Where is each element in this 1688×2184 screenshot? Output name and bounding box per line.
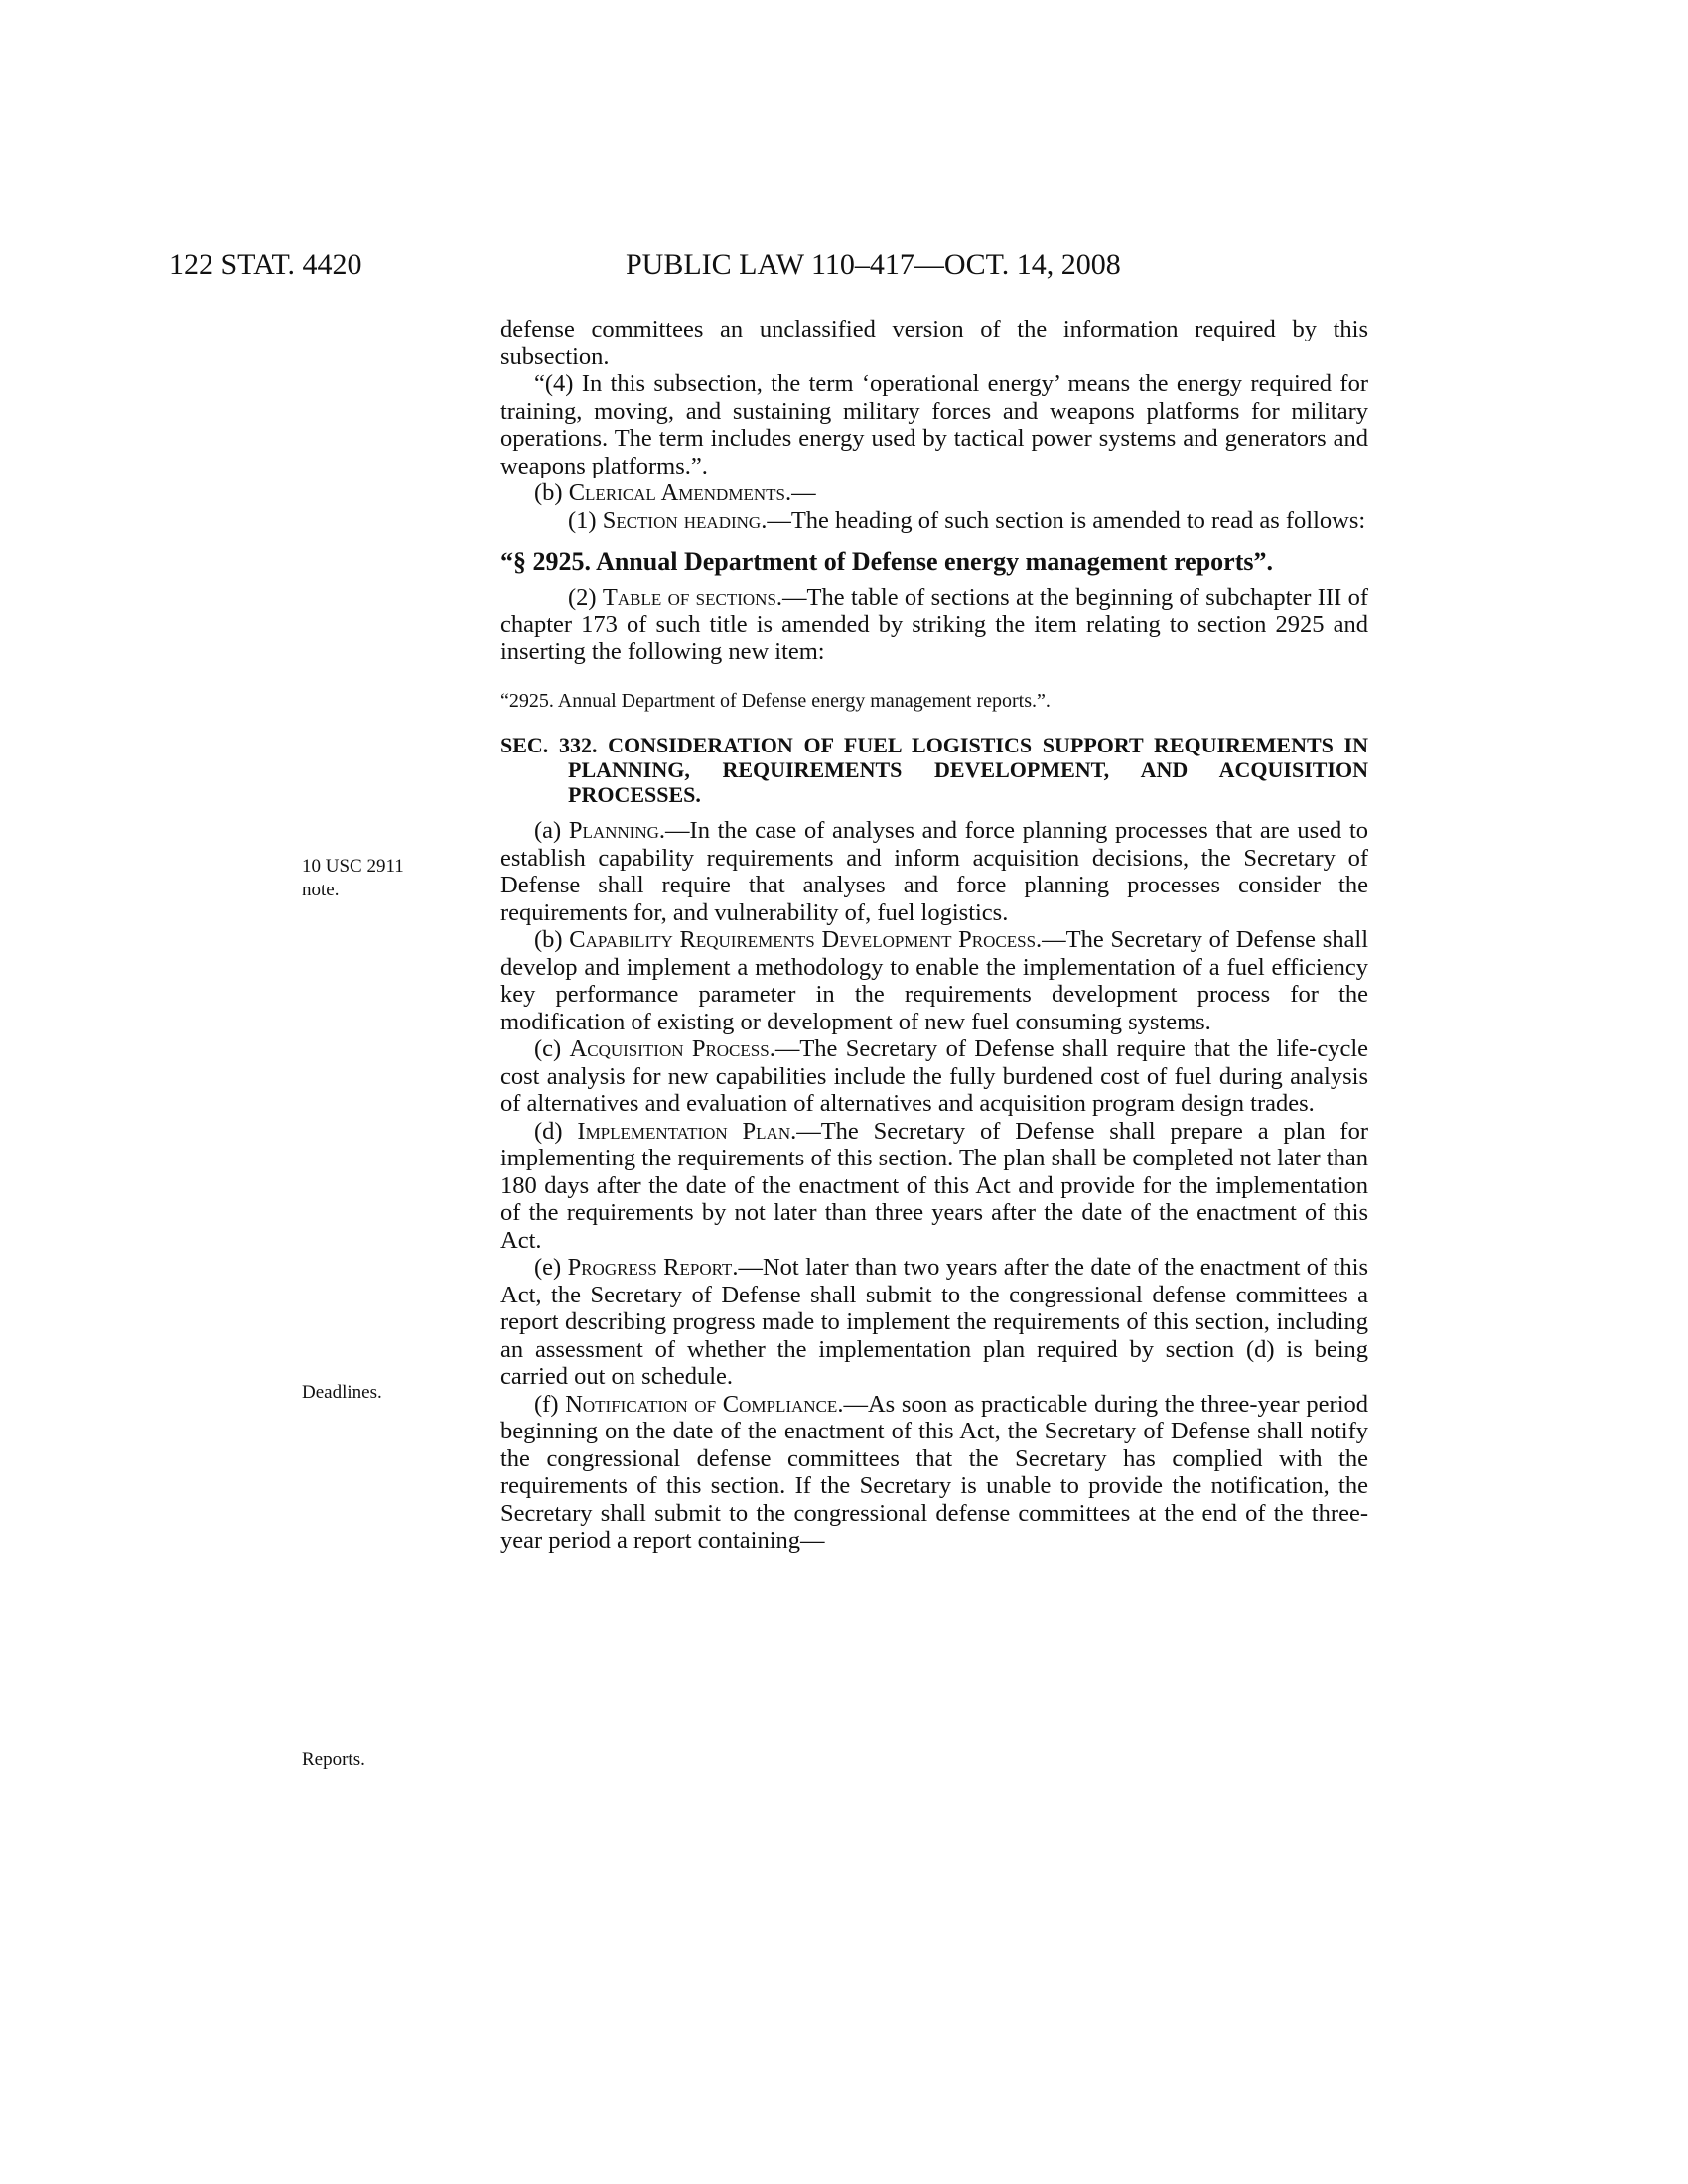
subsection-d-implementation-plan <box>500 1118 1368 1255</box>
text: .—The Secretary of Defense shall require that the life-cycle cost analysis for new capabilities include the fully burdened cost of fuel during analysis of alternatives and evaluation of alternatives and acquisition program design trades. <box>500 1035 1368 1117</box>
label: (e) <box>534 1254 568 1281</box>
caption: Capability Requirements Development Process <box>569 926 1037 953</box>
text: .—The heading of such section is amended to read as follows: <box>761 506 1366 534</box>
section-332-heading: SEC. 332. CONSIDERATION OF FUEL LOGISTICS SUPPORT REQUIREMENTS IN PLANNING, REQUIREMENTS DEVELOPMENT, AND ACQUISITION PROCESSES. <box>500 733 1368 807</box>
text: .—The table of sections at the beginning of subchapter III of chapter 173 of such title is amended by striking the item relating to section 2925 and inserting the following new item: <box>500 584 1368 665</box>
label: (a) <box>534 817 569 844</box>
label: (1) <box>568 506 603 534</box>
margin-note-usc <box>302 855 404 902</box>
text: .— <box>784 479 816 506</box>
public-law-header: PUBLIC LAW 110–417—OCT. 14, 2008 <box>626 248 1121 281</box>
label: (b) <box>534 479 569 506</box>
text: .—Not later than two years after the date of the enactment of this Act, the Secretary of Defense shall submit to the congressional defense committees a report describing progress made to implement the requirements of this section, including an assessment of whether the implementation plan required by section (d) is being carried out on schedule. <box>500 1254 1368 1390</box>
paragraph-table-of-sections <box>500 584 1368 666</box>
paragraph-operational-energy: “(4) In this subsection, the term ‘operational energy’ means the energy required for training, moving, and sustaining military forces and weapons platforms for military operations. The term includes energy used by tactical power systems and generators and weapons platforms.”. <box>500 370 1368 479</box>
caption: Progress Report <box>567 1254 733 1281</box>
caption: Clerical Amendments <box>568 479 785 506</box>
caption: Notification of Compliance <box>565 1390 838 1418</box>
margin-note-deadlines: Deadlines. <box>302 1382 382 1403</box>
margin-note-usc-note: note. <box>302 880 340 900</box>
paragraph-clerical-amendments <box>500 479 1368 507</box>
text: .—As soon as practicable during the three-year period beginning on the date of the enactment of this Act, the Secretary of Defense shall notify the congressional defense committees that the Secretary has complied with the requirements of this section. If the Secretary is unable to provide the notification, the Secretary shall submit to the congressional defense committees at the end of the three-year period a report containing— <box>500 1390 1368 1554</box>
paragraph-continued: defense committees an unclassified version of the information required by this subsection. <box>500 316 1368 370</box>
subsection-c-acquisition <box>500 1035 1368 1118</box>
text: .—The Secretary of Defense shall prepare a plan for implementing the requirements of this section. The plan shall be completed not later than 180 days after the date of the enactment of this Act and provide for the implementation of the requirements by not later than three years after the date of the enactment of this Act. <box>500 1117 1368 1254</box>
caption: Section heading <box>602 506 762 534</box>
label: (c) <box>534 1035 570 1062</box>
label: (b) <box>534 926 570 953</box>
subsection-e-progress-report <box>500 1254 1368 1391</box>
paragraph-section-heading <box>500 507 1368 535</box>
caption: Planning <box>568 817 659 844</box>
caption: Table of sections <box>602 584 776 611</box>
caption: Implementation Plan <box>577 1117 791 1145</box>
section-2925-heading: “§ 2925. Annual Department of Defense energy management reports”. <box>500 547 1273 576</box>
label: (f) <box>534 1390 566 1418</box>
page-stat-number: 122 STAT. 4420 <box>169 248 362 281</box>
margin-note-reports: Reports. <box>302 1749 365 1770</box>
label: (d) <box>534 1117 578 1145</box>
caption: Acquisition Process <box>569 1035 770 1062</box>
text: .—The Secretary of Defense shall develop and implement a methodology to enable the implementation of a fuel efficiency key performance parameter in the requirements development process for the modification of existing or development of new fuel consuming systems. <box>500 926 1368 1035</box>
subsection-b-capability <box>500 926 1368 1035</box>
subsection-a-planning <box>500 817 1368 926</box>
body-column <box>500 316 1368 1555</box>
text: .—In the case of analyses and force planning processes that are used to establish capability requirements and inform acquisition decisions, the Secretary of Defense shall require that analyses and force planning processes consider the requirements for, and vulnerability of, fuel logistics. <box>500 817 1369 926</box>
subsection-f-notification <box>500 1391 1368 1555</box>
margin-note-usc-cite: 10 USC 2911 <box>302 856 404 877</box>
toc-new-item: “2925. Annual Department of Defense energy management reports.”. <box>500 689 1051 712</box>
label: (2) <box>568 584 603 611</box>
